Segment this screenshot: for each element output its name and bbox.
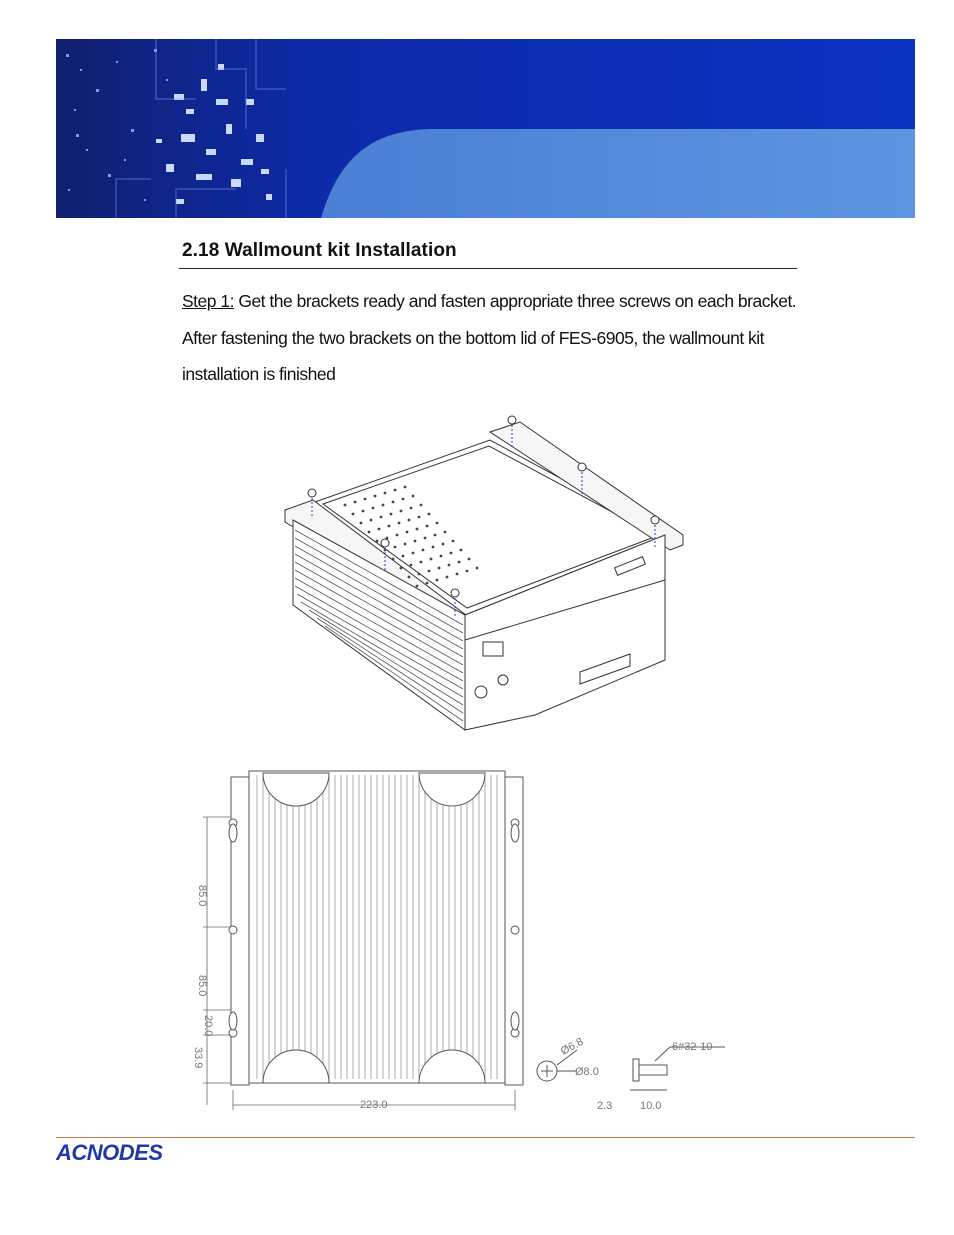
- title-underline-rule: [179, 268, 797, 269]
- banner-light-shape: [321, 129, 915, 218]
- dim-phi-8: Ø8.0: [575, 1066, 599, 1078]
- step-label: Step 1:: [182, 291, 234, 311]
- dim-33-9: 33.9: [192, 1047, 204, 1069]
- dim-85-lower: 85.0: [196, 975, 208, 997]
- dim-2-3: 2.3: [597, 1100, 613, 1112]
- step-text: Get the brackets ready and fasten appropriate three screws on each bracket. After fastening the two brackets on the bottom lid of FES-6905, the wallmount kit installation is finished: [182, 291, 797, 384]
- header-banner: [56, 39, 915, 218]
- logo-svg: [56, 1140, 216, 1168]
- dimension-svg: [185, 765, 745, 1115]
- isometric-svg: [275, 410, 695, 740]
- screw-spec: 6#32-10: [672, 1041, 713, 1053]
- logo-text: ACNODES: [56, 1140, 163, 1165]
- dim-20: 20.0: [202, 1015, 214, 1037]
- dim-10: 10.0: [640, 1100, 662, 1112]
- step-paragraph: [182, 283, 812, 393]
- screw-head-detail: [537, 1050, 577, 1081]
- dim-85-upper: 85.0: [196, 885, 208, 907]
- acnodes-logo: [56, 1140, 216, 1173]
- isometric-installation-drawing: [275, 410, 695, 745]
- top-view-fins: [257, 775, 497, 1079]
- section-title: 2.18 Wallmount kit Installation: [182, 240, 457, 261]
- dim-223: 223.0: [360, 1099, 388, 1111]
- dim-phi-6-8: Ø6.8: [558, 1035, 586, 1058]
- dimension-drawing: [185, 765, 745, 1120]
- screw-side-detail: [630, 1047, 725, 1090]
- circuit-board-banner-image: [56, 39, 915, 218]
- footer-rule: [56, 1137, 915, 1138]
